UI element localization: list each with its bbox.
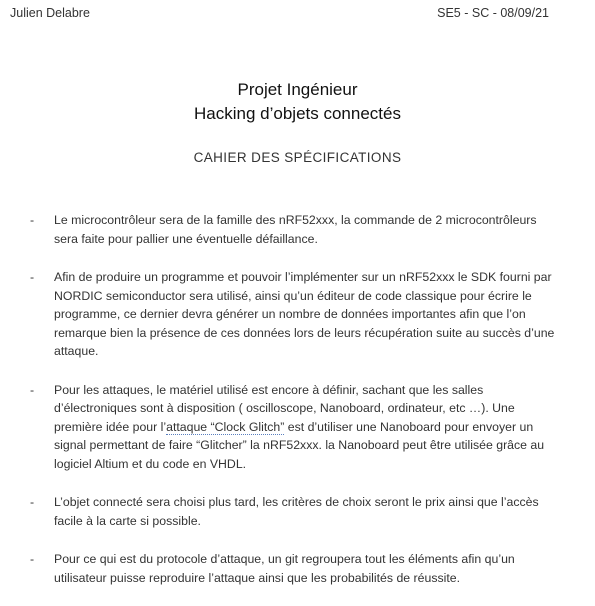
clock-glitch-link[interactable]: attaque “Clock Glitch” [166,419,285,434]
bullet-dash: - [30,382,35,397]
bullet-dash: - [30,552,35,566]
list-item-text: Afin de produire un programme et pouvoir l’implémenter sur un nRF52xxx le SDK fourni par NORDIC semiconductor sera utilisé, ainsi qu’un éditeur de code classique pour écrire le programme, ce dernier devra générer un nombre de données importantes afin que l’on remarque bien la présence de ces données lors de leurs récupération suite au succès d’une attaque. [54,270,555,358]
list-item [30,550,560,587]
section-heading: CAHIER DES SPÉCIFICATIONS [193,150,402,165]
bullet-dash: - [30,213,35,227]
list-item-text-start: Pour les attaques, le matériel utilisé est encore à définir, sachant que les salles d’électroniques sont à disposition ( oscilloscope, Nanoboard, ordinateur, etc …). Une première idée pour l’ [54,382,515,434]
title-line-2: Hacking d’objets connectés [194,104,401,123]
title-line-1: Projet Ingénieur [237,80,358,99]
list-item [30,268,560,361]
document-reference: SE5 - SC - 08/09/21 [437,6,549,20]
bullet-dash: - [30,495,35,509]
bullet-dash: - [30,270,35,284]
list-item-text: Pour ce qui est du protocole d’attaque, un git regroupera tout les éléments afin qu’un utilisateur puisse reproduire l’attaque ainsi que les probabilités de réussite. [54,552,515,585]
list-item-text-end: est d’utiliser une Nanoboard pour envoyer un signal permettant de faire “Glitcher” la nRF52xxx. la Nanoboard peut être utilisée grâce au logiciel Altium et du code en VHDL. [54,419,545,471]
specification-list [30,211,560,606]
list-item [30,211,560,248]
author-name: Julien Delabre [10,6,90,20]
list-item-text: Le microcontrôleur sera de la famille des nRF52xxx, la commande de 2 microcontrôleurs sera faite pour pallier une éventuelle défaillance. [54,213,537,246]
list-item [30,381,560,474]
document-title [0,78,595,126]
list-item [30,493,560,530]
list-item-text: L’objet connecté sera choisi plus tard, les critères de choix seront le prix ainsi que l’accès facile à la carte si possible. [54,495,539,528]
